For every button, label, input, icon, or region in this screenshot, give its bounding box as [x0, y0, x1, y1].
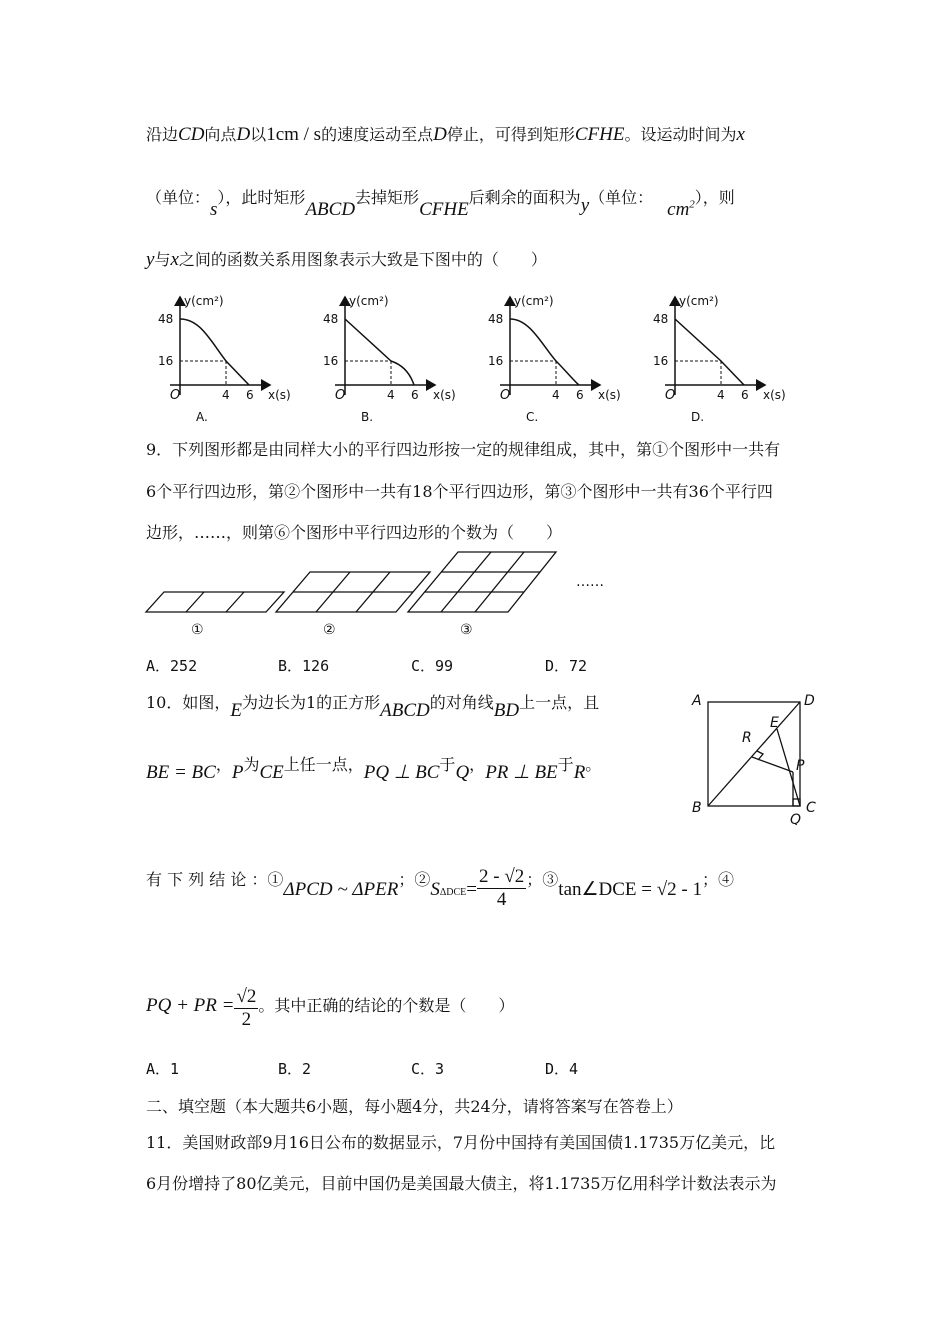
svg-text:Q: Q [790, 812, 802, 825]
svg-text:y(cm²): y(cm²) [349, 294, 389, 308]
caption-a: A. [196, 410, 208, 424]
svg-text:48: 48 [158, 312, 174, 326]
q10-option-d: D．4 [545, 1060, 579, 1078]
q10-line2: BE = BC，P为CE上任一点，PQ ⊥ BC于Q，PR ⊥ BE于R。 [146, 755, 602, 783]
curve-b [345, 319, 414, 385]
q11-line1: 11．美国财政部9月16日公布的数据显示，7月份中国持有美国国债1.1735万亿美元，比 [146, 1133, 776, 1152]
svg-text:x(s): x(s) [598, 388, 621, 402]
graph-c [488, 294, 621, 424]
q8-line2: （单位：s），此时矩形ABCD去掉矩形CFHE后剩余的面积为y（单位：$cm^2$），则 [146, 188, 735, 220]
q8-line1: 沿边CD向点D以1cm / s的速度运动至点D停止，可得到矩形CFHE。设运动时间为x [146, 124, 745, 145]
pattern-2-label: ② [323, 622, 336, 638]
pattern-1 [146, 592, 284, 612]
q9-option-d: D．72 [545, 657, 588, 675]
curve-d [675, 319, 744, 385]
svg-text:x(s): x(s) [433, 388, 456, 402]
caption-b: B. [361, 410, 374, 424]
pattern-1-label: ① [191, 622, 204, 638]
q9-option-a: A．252 [146, 657, 198, 675]
q10-option-a: A．1 [146, 1060, 180, 1078]
svg-text:6: 6 [741, 388, 749, 402]
diagonal-bd [708, 702, 800, 806]
q9-figures [140, 548, 620, 644]
svg-text:O: O [335, 388, 346, 403]
q11-line2: 6月份增持了80亿美元，目前中国仍是美国最大债主，将1.1735万亿用科学计数法表示为 [146, 1174, 777, 1193]
graph-a [158, 294, 291, 424]
svg-text:48: 48 [488, 312, 504, 326]
svg-text:y(cm²): y(cm²) [514, 294, 554, 308]
svg-text:x(s): x(s) [763, 388, 786, 402]
graph-d [653, 294, 786, 424]
curve-c [510, 319, 579, 385]
q9-option-b: B．126 [278, 657, 330, 675]
pattern-3 [408, 552, 556, 612]
svg-text:P: P [796, 758, 805, 774]
svg-text:O: O [500, 388, 511, 403]
caption-d: D. [691, 410, 705, 424]
q10-option-b: B．2 [278, 1060, 312, 1078]
svg-text:E: E [770, 715, 779, 731]
svg-text:6: 6 [576, 388, 584, 402]
q9-line1: 9．下列图形都是由同样大小的平行四边形按一定的规律组成，其中，第①个图形中一共有 [146, 440, 781, 459]
svg-text:B: B [692, 800, 702, 816]
svg-text:4: 4 [717, 388, 725, 402]
q10-square-figure [688, 690, 833, 825]
q10-option-c: C．3 [411, 1060, 445, 1078]
svg-text:6: 6 [246, 388, 254, 402]
svg-text:O: O [170, 388, 181, 403]
pattern-3-label: ③ [460, 622, 473, 638]
svg-text:y(cm²): y(cm²) [679, 294, 719, 308]
svg-text:48: 48 [653, 312, 669, 326]
svg-text:R: R [742, 730, 752, 746]
svg-text:O: O [665, 388, 676, 403]
pattern-2 [276, 572, 430, 612]
q9-line3: 边形，……，则第⑥个图形中平行四边形的个数为（ ） [146, 523, 563, 542]
svg-text:A: A [692, 693, 702, 709]
x-axis-label: x(s) [268, 388, 291, 402]
caption-c: C. [526, 410, 539, 424]
q9-option-c: C．99 [411, 657, 454, 675]
svg-text:D: D [804, 693, 815, 709]
svg-text:16: 16 [488, 354, 504, 368]
graphs-abcd [140, 285, 800, 435]
graph-b [323, 294, 456, 424]
svg-text:48: 48 [323, 312, 339, 326]
curve-a [180, 319, 249, 385]
y-axis-label: y(cm²) [184, 294, 224, 308]
q10-line4: PQ + PR = $\frac{√2}{2}$ 。其中正确的结论的个数是（ ） [146, 986, 515, 1030]
svg-text:6: 6 [411, 388, 419, 402]
svg-text:4: 4 [552, 388, 560, 402]
q10-line1: 10．如图，E为边长为1的正方形ABCD的对角线BD上一点，且 [146, 693, 600, 721]
svg-text:16: 16 [323, 354, 339, 368]
svg-text:16: 16 [653, 354, 669, 368]
q9-line2: 6个平行四边形，第②个图形中一共有18个平行四边形，第③个图形中一共有36个平行四 [146, 482, 773, 501]
q8-line3: y与x之间的函数关系用图象表示大致是下图中的（ ） [146, 249, 547, 270]
svg-text:4: 4 [387, 388, 395, 402]
svg-text:16: 16 [158, 354, 174, 368]
q10-line3: 有 下 列 结 论 ：①ΔPCD ~ ΔPER；②SΔDCE= $\frac{2 - √2}{4}$ ；③tan∠DCE = √2 - 1；④ [146, 866, 735, 910]
pattern-ellipsis: …… [576, 574, 604, 590]
section2-title: 二、填空题（本大题共6小题，每小题4分，共24分，请将答案写在答卷上） [146, 1097, 683, 1116]
svg-text:C: C [806, 800, 816, 816]
svg-text:4: 4 [222, 388, 230, 402]
